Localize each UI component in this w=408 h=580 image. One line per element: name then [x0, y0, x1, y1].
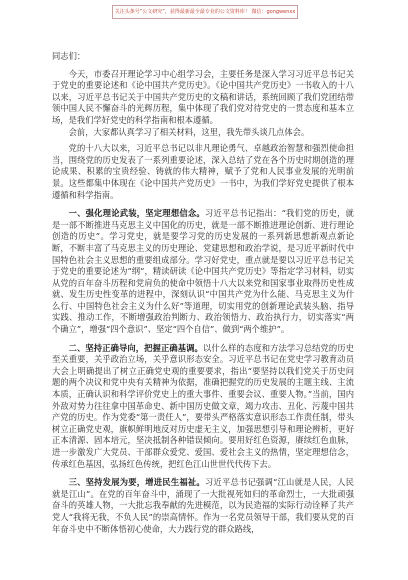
section-heading: 一、强化理论武装，坚定理想信念。 — [68, 208, 205, 219]
document-body — [52, 51, 354, 535]
paragraph-preface — [52, 127, 354, 139]
paragraph-overview — [52, 143, 354, 201]
paragraph-body: 今天，市委召开理论学习中心组学习会，主要任务是深入学习习近平总书记关于党史的重要论述和《论中国共产党历史》。《论中国共产党历史》一书收入的十八以来，习近平总书记关于中国共产党历史的文稿和讲话，系统回顾了我们党团结带领中国人民不懈奋斗的光辉历程，集中体现了我们党对待党史的一贯态度和基本立场，是我们学好党史的科学指南和根本遵循。 — [52, 68, 354, 125]
promo-banner: 关注头条号“公文研究”，获得最新最全最专业的公文资料库！ 微信：gongwenxx — [112, 5, 298, 19]
section-heading: 三、坚持发展为要，增进民生福祉。 — [68, 477, 205, 488]
paragraph-body: 习近平总书记强调“江山就是人民，人民就是江山”。在党的百年奋斗中，涌现了一大批视死如归的革命烈士，一大批顽强奋斗的英雄人物，一大批忘我奉献的先进模范，以为民造福的实际行动诠释了共产党人“我将无我，不负人民”的崇高情怀。作为一名党员领导干部，我们要从党的百年奋斗史中不断体悟初心使命，大力践行党的群众路线， — [52, 477, 354, 534]
salutation: 同志们： — [52, 51, 86, 61]
paragraph-body: 党的十八大以来，习近平总书记以非凡理论勇气、卓越政治智慧和强烈使命担当，围绕党的历史发表了一系列重要论述，深入总结了党在各个历史时期创造的理论成果、积累的宝贵经验、铸就的伟大精神，赋予了党和人民事业发展的光明前景。这些都集中体现在《论中国共产党历史》一书中，为我们学好党史提供了根本遵循和科学指南。 — [52, 143, 354, 200]
paragraph-body: 会前，大家都认真学习了相关材料，这里，我先带头谈几点体会。 — [68, 126, 310, 137]
section-heading: 二、坚持正确导向，把握正确基调。 — [68, 342, 203, 353]
section-three — [52, 477, 354, 535]
section-one — [52, 208, 354, 336]
section-two — [52, 343, 354, 471]
paragraph-body: 习近平总书记指出：“我们党的历史，就是一部不断推进马克思主义中国化的历史，就是一部不断推进理论创新、进行理论创造的历史”。学习党史，就是要学习党的历史发展的一系列新思想新观点新论断，不断丰富了马克思主义的历史理论、党建思想和政治学说，是习近平新时代中国特色社会主义思想的重要组成部分。学习好党史，重点就是要以习近平总书记关于党史的重要论述为“纲”，精读研读《论中国共产党历史》等指定学习材料，切实从党的百年奋斗历程和党肩负的使命中领悟十八大以来党和国家事业取得历史性成就、发生历史性变革的进程中，深刻认识“中国共产党为什么能、马克思主义为什么行、中国特色社会主义为什么好”等道理，切实用党的创新理论武装头脑、指导实践、推动工作，不断增强政治判断力、政治领悟力、政治执行力，切实落实“两个确立”，增强“四个意识”、坚定“四个自信”、做到“两个维护”。 — [52, 208, 354, 335]
paragraph-intro — [52, 69, 354, 127]
paragraph-body: 以什么样的态度和方法学习总结党的历史至关重要，关乎政治立场，关乎意识形态安全。习近平总书记在党史学习教育动员大会上明确提出了树立正确党史观的重要要求，指出“要坚持以我们党关于历史问题的两个决议和党中央有关精神为依据，准确把握党的历史发展的主题主线、主流本质，正确认识和科学评价党史上的重大事件、重要会议、重要人物。”当前，国内外敌对势力往往拿中国革命史、新中国历史做文章，竭力攻击、丑化、污蔑中国共产党的历史。作为党委“第一责任人”，要带头严格落实意识形态工作责任制，带头树立正确党史观，旗帜鲜明地反对历史虚无主义，加强思想引导和理论辨析，更好正本清源、固本培元，坚决抵制各种错误倾向。要用好红色资源，赓续红色血脉，进一步激发广大党员、干部群众爱党、爱国、爱社会主义的热情，坚定理想信念，传承红色基因，弘扬红色传统，把红色江山世世代代传下去。 — [52, 342, 354, 469]
